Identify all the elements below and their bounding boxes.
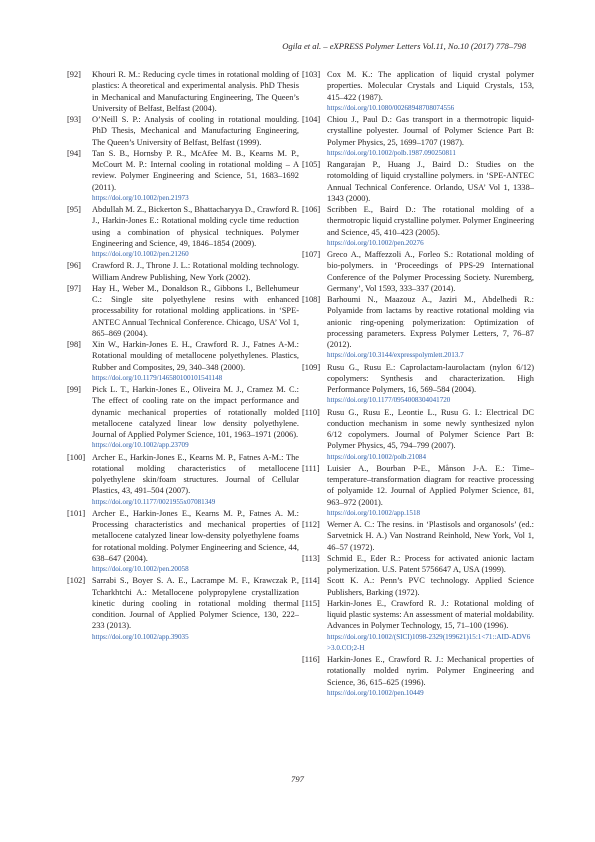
reference-number: [106] — [302, 205, 321, 214]
reference-body — [92, 508, 299, 576]
reference-entry — [302, 553, 534, 576]
reference-citation: Chiou J., Paul D.: Gas transport in a thermotropic liquid-crystalline polyester. Journal of Polymer Science Part B: Polymer Physics, 25, 1699–1707 (1987). — [327, 115, 534, 147]
doi-link[interactable]: https://doi.org/10.1002/app.1518 — [327, 508, 421, 517]
reference-citation: Schmid E., Eder R.: Process for activated anionic lactam polymerization. U.S. Patent 5756647 A, USA (1999). — [327, 553, 534, 574]
reference-number: [92] — [67, 70, 81, 79]
reference-citation: O’Neill S. P.: Analysis of cooling in rotational moulding. PhD Thesis, Mechanical and Manufacturing Engineering, The Queen’s University of Belfast, Belfast (1999). — [92, 115, 299, 147]
reference-number: [113] — [302, 553, 320, 563]
reference-number: [100] — [67, 452, 86, 462]
doi-link[interactable]: https://doi.org/10.1002/pen.21973 — [92, 193, 189, 202]
reference-body — [327, 463, 534, 519]
doi-link[interactable]: https://doi.org/10.1179/146580100101541148 — [92, 373, 223, 382]
reference-number: [116] — [302, 655, 320, 664]
page-number: 797 — [291, 774, 304, 784]
reference-number: [114] — [302, 576, 320, 586]
reference-citation: Khouri R. M.: Reducing cycle times in rotational molding of plastics: A theoretical and experimental analysis. PhD Thesis in Mechanical and Manufacturing Engineering, The Queen’s University of Belfast, Belfast (2004). — [92, 70, 299, 113]
reference-body — [92, 260, 299, 283]
doi-link[interactable]: https://doi.org/10.1002/pen.21260 — [92, 250, 189, 258]
doi-link[interactable]: https://doi.org/10.1002/pen.20058 — [92, 565, 189, 573]
reference-entry — [67, 452, 299, 508]
reference-body — [92, 575, 299, 643]
doi-link[interactable]: https://doi.org/10.1002/pen.10449 — [327, 688, 424, 697]
reference-entry — [67, 114, 299, 148]
reference-number: [109] — [302, 362, 321, 372]
doi-link[interactable]: https://doi.org/10.1002/polb.1987.090250811 — [327, 148, 456, 157]
doi-link[interactable]: https://doi.org/10.3144/expresspolymlett.2013.7 — [327, 351, 464, 360]
reference-entry — [302, 159, 534, 204]
reference-body — [92, 114, 299, 148]
reference-entry — [67, 575, 299, 643]
reference-citation: Scribben E., Baird D.: The rotational molding of a thermotropic liquid crystalline polymer. Polymer Engineering and Science, 45, 410–423 (2005). — [327, 205, 535, 237]
reference-number: [96] — [67, 261, 81, 271]
doi-link[interactable]: https://doi.org/10.1002/(SICI)1098-2329(199621)15:1<71::AID-ADV6>3.0.CO;2-H — [327, 632, 531, 652]
reference-citation: Harkin-Jones E., Crawford R. J.: Rotational molding of liquid plastic systems: An assessment of material moldability. Advances in Polymer Technology, 15, 71–100 (1996). — [327, 598, 534, 631]
doi-link[interactable]: https://doi.org/10.1002/app.23709 — [92, 441, 189, 450]
reference-citation: Archer E., Harkin-Jones E., Kearns M. P., Fatnes A. M.: Processing characteristics and mechanical properties of metallocene catalyzed linear low-density polyethylene foams for rotational molding. Polymer Engineering and Science, 44, 638–647 (2004). — [92, 508, 299, 563]
doi-link[interactable]: https://doi.org/10.1177/0954008304041720 — [327, 396, 451, 405]
reference-body — [92, 69, 299, 114]
reference-citation: Pick L. T., Harkin-Jones E., Oliveira M. J., Cramez M. C.: The effect of cooling rate on the impact performance and dynamic mechanical properties of rotationally molded metallocene catalyzed linear low density polyethylene. Journal of Applied Polymer Science, 101, 1963–1971 (2006). — [92, 385, 299, 439]
reference-citation: Tan S. B., Hornsby P. R., McAfee M. B., Kearns M. P., McCourt M. P.: Internal cooling in rotational molding – A review. Polymer Engineering and Science, 51, 1683–1692 (2011). — [92, 148, 299, 192]
reference-entry — [302, 654, 534, 699]
reference-citation: Abdullah M. Z., Bickerton S., Bhattacharyya D., Crawford R. J., Harkin-Jones E.: Rotational molding cycle time reduction using a combination of physical techniques. Polymer Engineering and Science, 49, 1846–1854 (2009). — [92, 205, 300, 248]
reference-number: [101] — [67, 508, 86, 518]
reference-entry — [67, 148, 299, 204]
reference-number: [112] — [302, 520, 320, 529]
reference-body — [92, 204, 299, 260]
reference-number: [107] — [302, 250, 321, 259]
reference-number: [98] — [67, 340, 81, 349]
reference-body — [327, 575, 534, 598]
reference-number: [102] — [67, 576, 86, 586]
reference-body — [92, 339, 299, 384]
reference-entry — [302, 463, 534, 519]
reference-body — [327, 114, 534, 159]
reference-citation: Werner A. C.: The resins. in ‘Plastisols and organosols’ (ed.: Sarvetnick H. A.) Van Nostrand Reinhold, New York, Vol 1, 46–57 (1972). — [327, 520, 534, 552]
doi-link[interactable]: https://doi.org/10.1080/00268948708074556 — [327, 103, 455, 112]
reference-entry — [302, 407, 534, 463]
doi-link[interactable]: https://doi.org/10.1177/0021955x07081349 — [92, 497, 216, 506]
reference-number: [110] — [302, 407, 320, 417]
reference-body — [92, 283, 299, 339]
reference-entry — [302, 575, 534, 598]
reference-citation: Crawford R. J., Throne J. L.: Rotational molding technology. William Andrew Publishing, New York (2002). — [92, 261, 299, 282]
reference-citation: Rangarajan P., Huang J., Baird D.: Studies on the rotomolding of liquid crystalline polymers. in ‘SPE-ANTEC Annual Technical Conference. Orlando, USA’ Vol 1, 1338–1343 (2000). — [327, 160, 534, 203]
reference-entry — [67, 508, 299, 576]
reference-body — [327, 519, 534, 553]
reference-number: [95] — [67, 205, 81, 214]
reference-body — [327, 553, 534, 576]
reference-body — [327, 249, 534, 294]
reference-citation: Luisier A., Bourban P-E., Månson J-A. E.: Time–temperature–transformation diagram for reactive processing of polyamide 12. Journal of Applied Polymer Science, 81, 963–972 (2001). — [327, 463, 534, 507]
reference-entry — [302, 519, 534, 553]
reference-entry — [302, 598, 534, 654]
reference-citation: Rusu G., Rusu E., Leontie L., Rusu G. I.: Electrical DC conduction mechanism in some newly synthesized nylon 6/12 copolymers. Journal of Polymer Science Part B: Polymer Physics, 45, 794–799 (2007). — [327, 407, 534, 451]
reference-body — [327, 69, 534, 114]
reference-number: [103] — [302, 70, 321, 79]
reference-number: [111] — [302, 463, 320, 473]
reference-number: [115] — [302, 598, 320, 608]
doi-link[interactable]: https://doi.org/10.1002/pen.20276 — [327, 238, 424, 247]
reference-entry — [302, 69, 534, 114]
reference-number: [108] — [302, 295, 321, 304]
reference-entry — [67, 283, 299, 339]
reference-number: [104] — [302, 115, 321, 124]
reference-entry — [302, 294, 534, 362]
reference-number: [105] — [302, 160, 321, 169]
reference-body — [327, 654, 534, 699]
reference-citation: Archer E., Harkin-Jones E., Kearns M. P., Fatnes A-M.: The rotational molding characteristics of metallocene polyethylene skin/foam structures. Journal of Cellular Plastics, 43, 491–504 (2007). — [92, 452, 299, 496]
reference-body — [92, 452, 299, 508]
reference-citation: Harkin-Jones E., Crawford R. J.: Mechanical properties of rotationally molded nyrim. Polymer Engineering and Science, 36, 615–625 (1996). — [327, 655, 534, 687]
reference-entry — [302, 362, 534, 407]
reference-citation: Cox M. K.: The application of liquid crystal polymer properties. Molecular Crystals and Liquid Crystals, 153, 415–422 (1987). — [327, 70, 534, 102]
reference-number: [97] — [67, 283, 81, 293]
references-left-column — [67, 69, 299, 643]
reference-citation: Sarrabi S., Boyer S. A. E., Lacrampe M. F., Krawczak P., Tcharkhtchi A.: Metallocene polypropylene crystallization kinetic during cooling in rotational molding thermal condition. Journal of Applied Polymer Science, 130, 222–233 (2013). — [92, 576, 299, 631]
reference-entry — [67, 204, 299, 260]
reference-body — [327, 407, 534, 463]
doi-link[interactable]: https://doi.org/10.1002/app.39035 — [92, 632, 189, 641]
reference-entry — [67, 69, 299, 114]
reference-body — [92, 384, 299, 452]
doi-link[interactable]: https://doi.org/10.1002/polb.21084 — [327, 452, 426, 461]
reference-body — [92, 148, 299, 204]
reference-entry — [302, 249, 534, 294]
running-header: Ogila et al. – eXPRESS Polymer Letters Vol.11, No.10 (2017) 778–798 — [282, 41, 526, 51]
reference-number: [99] — [67, 385, 81, 394]
reference-body — [327, 294, 534, 362]
reference-body — [327, 598, 534, 654]
reference-number: [93] — [67, 115, 81, 124]
reference-body — [327, 204, 534, 249]
reference-entry — [67, 339, 299, 384]
reference-citation: Hay H., Weber M., Donaldson R., Gibbons I., Bellehumeur C.: Single site polyethylene resins with enhanced processability for rotational molding applications. in ‘SPE-ANTEC Annual Technical Conference. Chicago, USA’ Vol 1, 865–869 (2004). — [92, 283, 299, 338]
reference-entry — [302, 204, 534, 249]
reference-citation: Xin W., Harkin-Jones E. H., Crawford R. J., Fatnes A-M.: Rotational moulding of metallocene polyethylenes. Plastics, Rubber and Composites, 29, 340–348 (2000). — [92, 340, 299, 372]
reference-citation: Greco A., Maffezzoli A., Forleo S.: Rotational molding of bio-polymers. in ‘Proceedings of PPS-29 International Conference of the Polymer Processing Society. Nuremberg, Germany’, Vol 1593, 333–337 (2014). — [327, 250, 534, 293]
reference-citation: Barhoumi N., Maazouz A., Jaziri M., Abdelhedi R.: Polyamide from lactams by reactive rotational molding via anionic ring-opening polymerization: Optimization of processing parameters. Express Polymer Letters, 7, 76–87 (2012). — [327, 295, 534, 349]
reference-number: [94] — [67, 148, 81, 158]
reference-entry — [67, 260, 299, 283]
reference-body — [327, 159, 534, 204]
reference-citation: Scott K. A.: Penn’s PVC technology. Applied Science Publishers, Barking (1972). — [327, 576, 534, 597]
reference-entry — [67, 384, 299, 452]
reference-citation: Rusu G., Rusu E.: Caprolactam-laurolactam (nylon 6/12) copolymers: Synthesis and characterization. High Performance Polymers, 16, 569–584 (2004). — [327, 362, 534, 394]
reference-entry — [302, 114, 534, 159]
reference-body — [327, 362, 534, 407]
references-right-column — [302, 69, 534, 699]
